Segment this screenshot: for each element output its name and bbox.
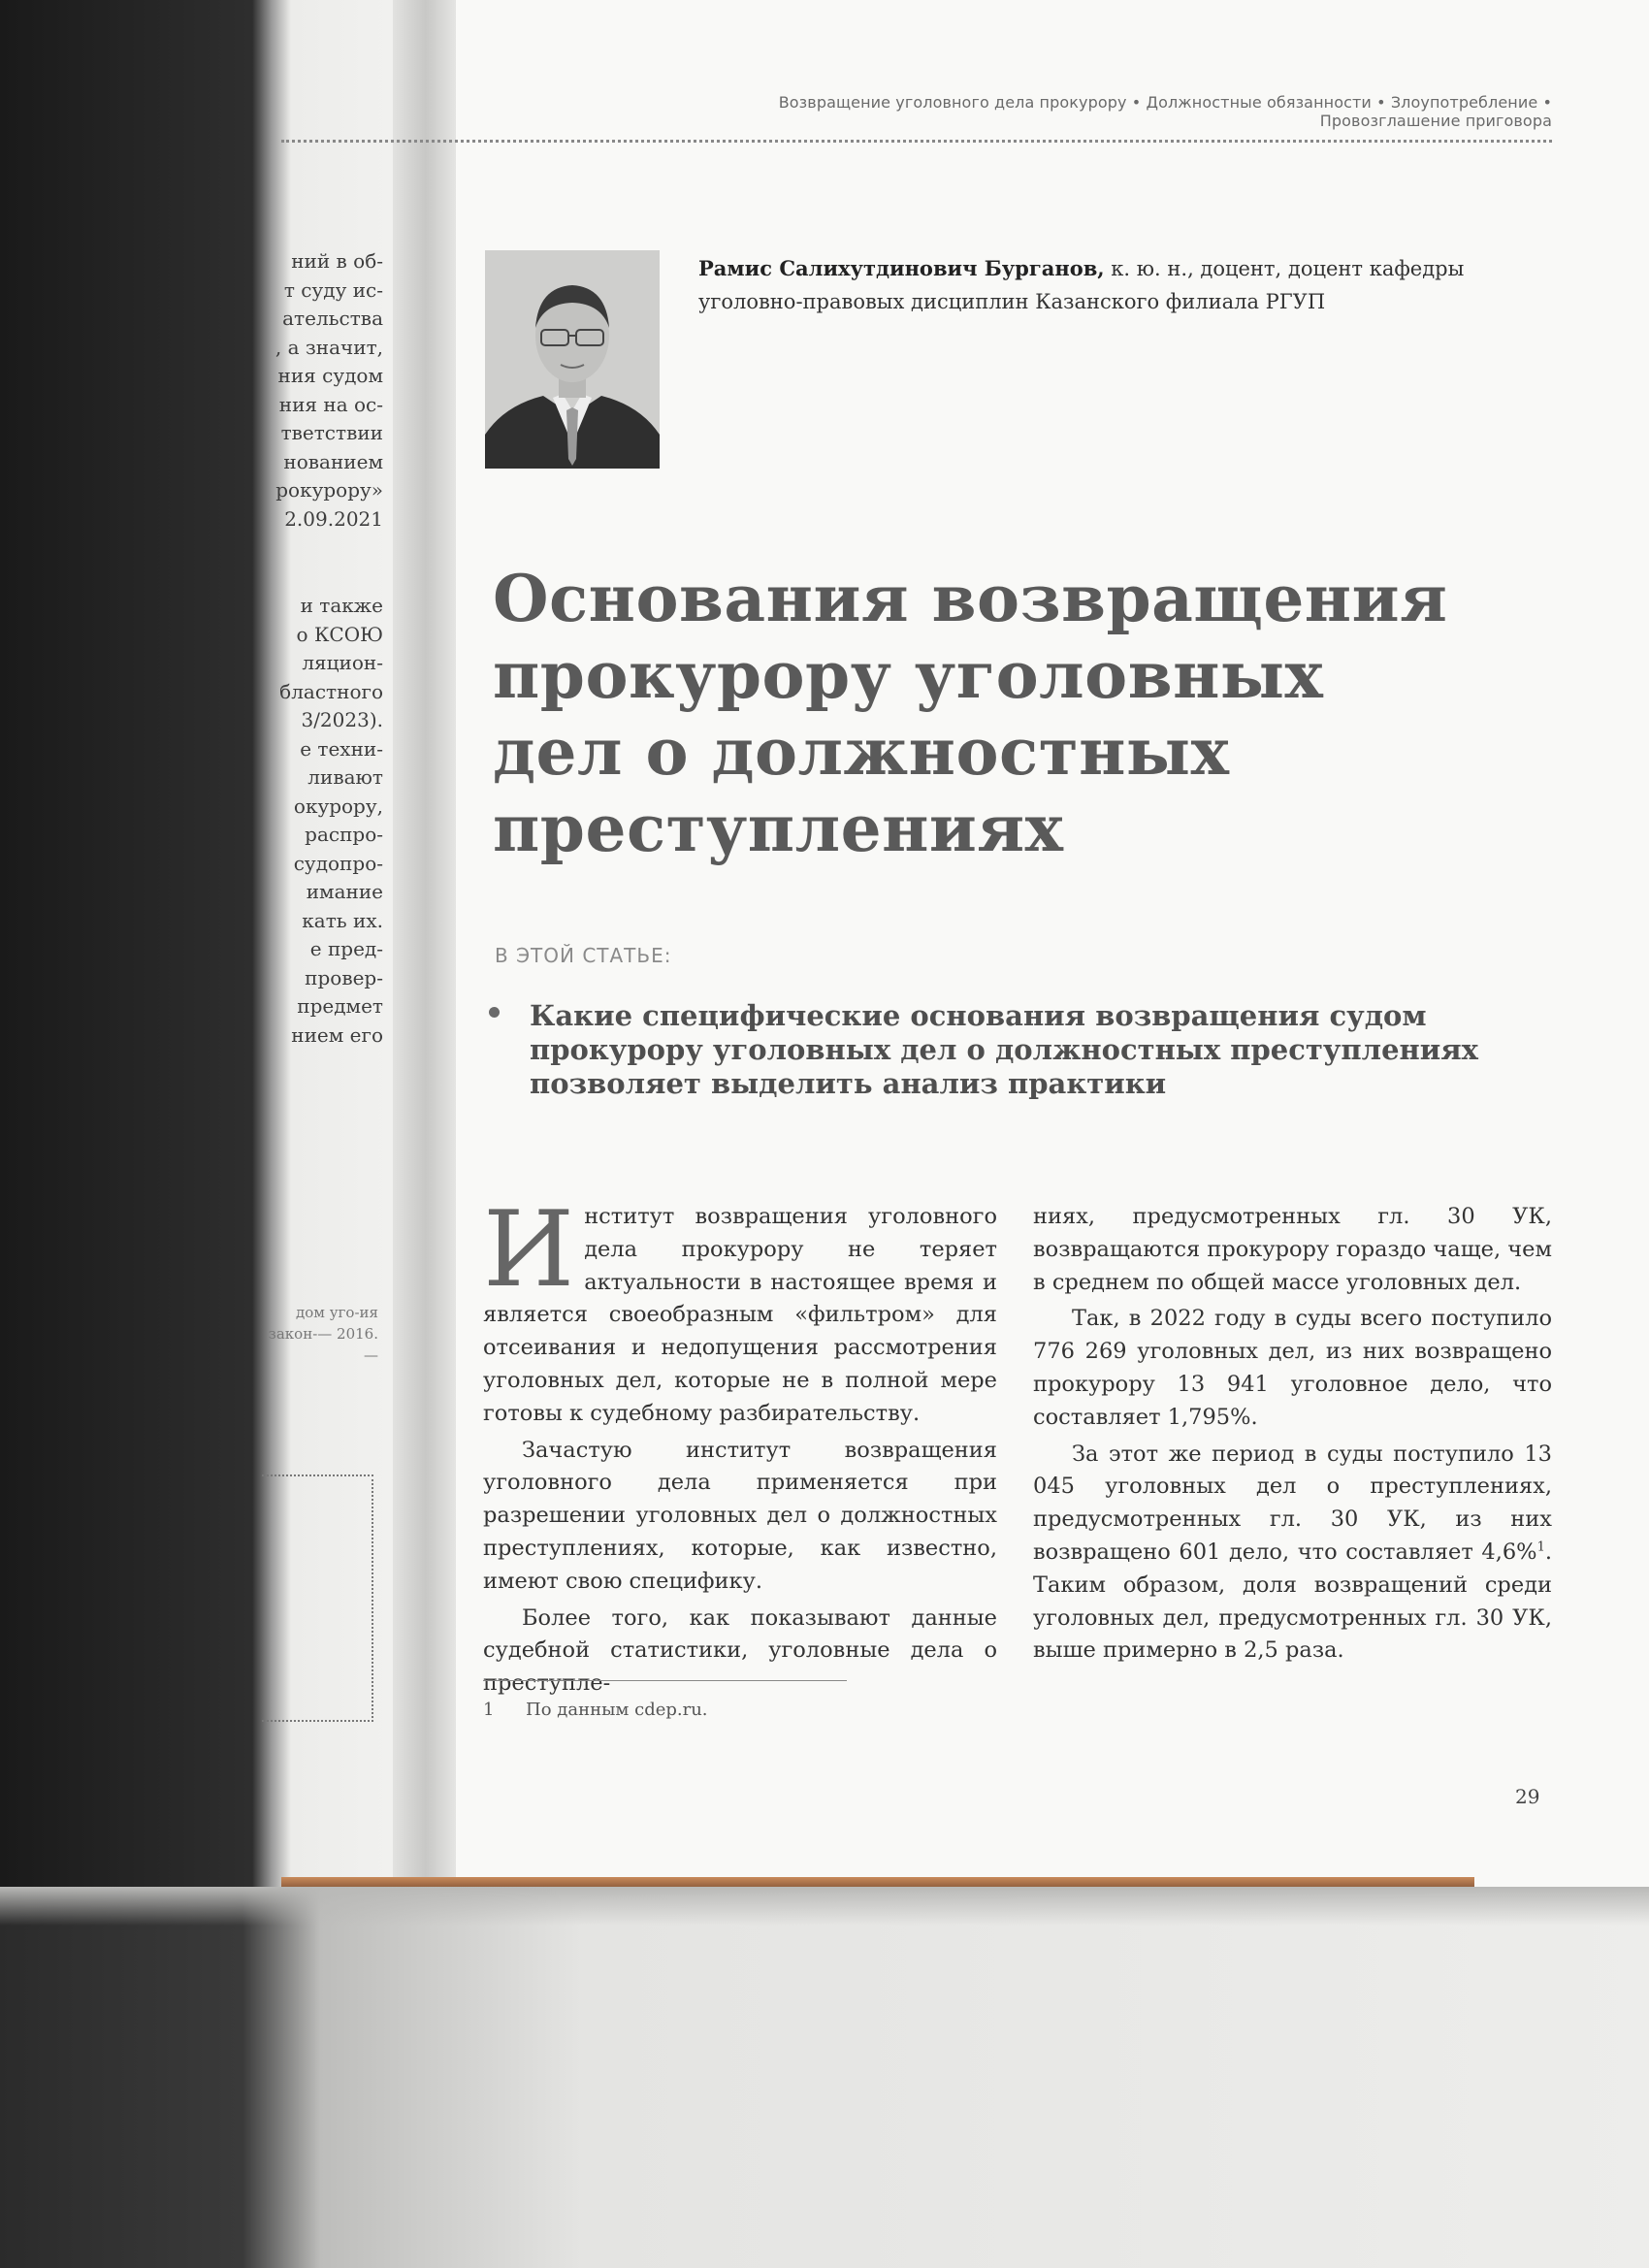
- list-item-text: Какие специфические основания возвращения судом прокурору уголовных дел о должностных преступлениях позволяет выделить анализ практики: [530, 999, 1478, 1100]
- header-dotted-rule: [281, 140, 1552, 143]
- left-page-line: , а значит,: [275, 335, 383, 359]
- paragraph: Более того, как показывают данные судебной статистики, уголовные дела о преступле-: [483, 1604, 997, 1697]
- left-page-block-b: [262, 592, 383, 1050]
- left-page-note-line: ия закон-: [268, 1304, 378, 1343]
- left-page-line: судопро-: [293, 851, 383, 875]
- drop-cap: И: [483, 1189, 575, 1311]
- left-page-line: рокурору»: [275, 478, 383, 502]
- body-column-left: [483, 1189, 997, 1701]
- paragraph-text: нститут возвращения уголовного дела прокурору не теряет актуальности в настоящее время и является своеобразным «фильтром» для отсеивания и недопущения рассмотрения уголовных дел, которые не в полной мере готовы к судебному разбирательству.: [483, 1204, 997, 1426]
- page-number: 29: [1515, 1785, 1540, 1808]
- paragraph: [1033, 1439, 1552, 1669]
- body-column-right: [1033, 1201, 1552, 1668]
- title-line: преступлениях: [493, 791, 1064, 866]
- paragraph-text: За этот же период в суды поступило 13 045 уголовных дел о преступлениях, предусмотренных гл. 30 УК, из них возвращено 601 дело, что составляет 4,6%: [1033, 1441, 1552, 1565]
- author-info: [698, 252, 1552, 318]
- left-page-line: е пред-: [309, 937, 383, 960]
- footnote: [483, 1700, 708, 1720]
- title-line: прокурору уголовных: [493, 637, 1324, 713]
- in-this-article-list: [485, 999, 1552, 1101]
- article-title: [493, 561, 1540, 867]
- left-page-line: 2.09.2021: [284, 506, 383, 531]
- left-page-line: распро-: [305, 823, 383, 846]
- running-header: Возвращение уголовного дела прокурору • Должностные обязанности • Злоупотребление • Провозглашение приговора: [778, 93, 1552, 130]
- left-page-line: нованием: [283, 449, 383, 473]
- left-page-line: ливают: [307, 765, 383, 789]
- left-page-block-a: [262, 247, 383, 534]
- left-page-footnotes: [262, 1302, 378, 1366]
- title-line: Основания возвращения: [493, 561, 1448, 636]
- title-line: дел о должностных: [493, 714, 1230, 790]
- author-name: Рамис Салихутдинович Бурганов,: [698, 256, 1105, 280]
- left-page-line: ательства: [282, 307, 383, 330]
- left-page-note-line: дом уго-: [296, 1304, 360, 1321]
- list-item: [485, 999, 1552, 1101]
- scanner-background: [0, 1887, 1649, 2268]
- footnote-reference: 1: [1536, 1539, 1545, 1555]
- footnote-rule: [483, 1680, 847, 1681]
- left-page-text: [262, 247, 383, 1050]
- author-details: к. ю. н., доцент, доцент кафедры уголовно-правовых дисциплин Казанского филиала РГУП: [698, 257, 1465, 313]
- left-page-line: нием его: [291, 1022, 383, 1047]
- left-page-line: ния на ос-: [278, 392, 383, 416]
- paragraph: Зачастую институт возвращения уголовного дела применяется при разрешении уголовных дел о должностных преступлениях, которые, как известно, имеют свою специфику.: [483, 1437, 997, 1594]
- left-page-line: ляцион-: [302, 651, 383, 674]
- footnote-text: По данным cdep.ru.: [526, 1700, 708, 1720]
- left-page-line: тветствии: [280, 421, 383, 444]
- left-page-line: т суду ис-: [283, 277, 383, 302]
- left-page-line: ния судом: [277, 364, 383, 387]
- left-page-line: о КСОЮ: [296, 622, 383, 646]
- page-shadow: [0, 1887, 1649, 1926]
- left-page-line: е техни-: [300, 736, 383, 761]
- book-gutter: [393, 0, 466, 1887]
- left-page-line: кать их.: [302, 908, 383, 932]
- paragraph: Так, в 2022 году в суды всего поступило 776 269 уголовных дел, из них возвращено прокурору 13 941 уголовное дело, что составляет 1,795%.: [1033, 1306, 1552, 1430]
- left-page-dotted-box: [262, 1474, 373, 1722]
- left-page-line: имание: [306, 880, 383, 903]
- in-this-article-label: В ЭТОЙ СТАТЬЕ:: [495, 944, 672, 967]
- bullet-icon: [489, 1007, 500, 1018]
- left-page-line: предмет: [297, 994, 383, 1018]
- left-page-note-line: — 2016. —: [317, 1325, 378, 1364]
- left-page-line: ний в об-: [291, 249, 383, 273]
- paragraph: ниях, предусмотренных гл. 30 УК, возвращаются прокурору гораздо чаще, чем в среднем по общей массе уголовных дел.: [1033, 1204, 1552, 1295]
- paragraph-text: . Таким образом, доля возвращений среди уголовных дел, предусмотренных гл. 30 УК, выше примерно в 2,5 раза.: [1033, 1539, 1552, 1664]
- left-page-line: и также: [300, 594, 383, 617]
- left-page-line: окурору,: [293, 794, 383, 818]
- footnote-number: 1: [483, 1700, 495, 1720]
- left-page-line: бластного: [279, 679, 383, 703]
- left-page-line: 3/2023).: [301, 708, 383, 731]
- left-page-line: провер-: [305, 965, 383, 989]
- paragraph: [483, 1189, 997, 1431]
- author-portrait-image: [485, 250, 660, 469]
- author-photo: [485, 250, 660, 469]
